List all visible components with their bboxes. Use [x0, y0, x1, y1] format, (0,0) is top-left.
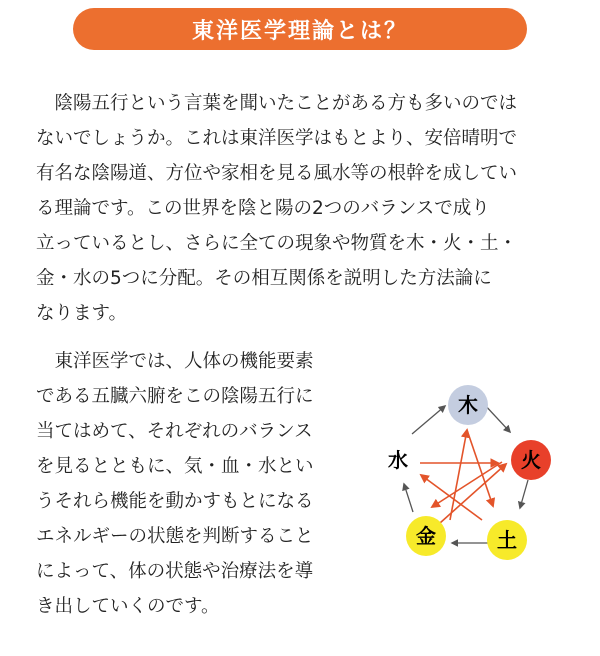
page-title: 東洋医学理論とは？: [191, 18, 408, 44]
node-water: [378, 440, 418, 480]
control-cycle-star: [420, 430, 506, 523]
node-metal: [406, 516, 446, 556]
title-banner: [73, 8, 527, 50]
text-line: ないでしょうか。これは東洋医学はもとより、安倍晴明で: [36, 128, 518, 149]
text-line: き出していくのです。: [36, 596, 220, 617]
node-earth: [487, 520, 527, 560]
node-earth-label: 土: [497, 528, 517, 552]
five-elements-diagram: [370, 380, 570, 570]
text-line: なります。: [36, 303, 128, 324]
text-line: によって、体の状態や治療法を導: [36, 561, 314, 582]
text-line: である五臓六腑をこの陰陽五行に: [36, 386, 314, 407]
five-elements-svg: [370, 380, 570, 570]
text-line: 当てはめて、それぞれのバランス: [36, 421, 313, 442]
node-fire-label: 火: [521, 448, 541, 472]
node-water-label: 水: [388, 448, 408, 472]
fire-to-earth-arrow: [520, 480, 528, 508]
intro-paragraph: [36, 86, 517, 331]
node-fire: [511, 440, 551, 480]
text-line: 立っているとし、さらに全ての現象や物質を木・火・土・: [36, 233, 518, 254]
text-line: 有名な陰陽道、方位や家相を見る風水等の根幹を成してい: [36, 163, 518, 184]
node-metal-label: 金: [416, 524, 436, 548]
text-line: うそれら機能を動かすもとになる: [36, 491, 314, 512]
text-line: る理論です。この世界を陰と陽の2つのバランスで成り: [36, 198, 490, 219]
water-to-wood-arrow: [412, 406, 445, 434]
text-line: を見るとともに、気・血・水とい: [36, 456, 314, 477]
text-line: エネルギーの状態を判断すること: [36, 526, 314, 547]
body-paragraph: [36, 344, 314, 624]
node-wood: [448, 385, 488, 425]
node-wood-label: 木: [458, 393, 478, 417]
text-line: 金・水の5つに分配。その相互関係を説明した方法論に: [36, 268, 492, 289]
metal-to-water-arrow: [404, 484, 413, 512]
text-line: 東洋医学では、人体の機能要素: [54, 351, 314, 372]
text-line: 陰陽五行という言葉を聞いたことがある方も多いのでは: [54, 93, 518, 114]
